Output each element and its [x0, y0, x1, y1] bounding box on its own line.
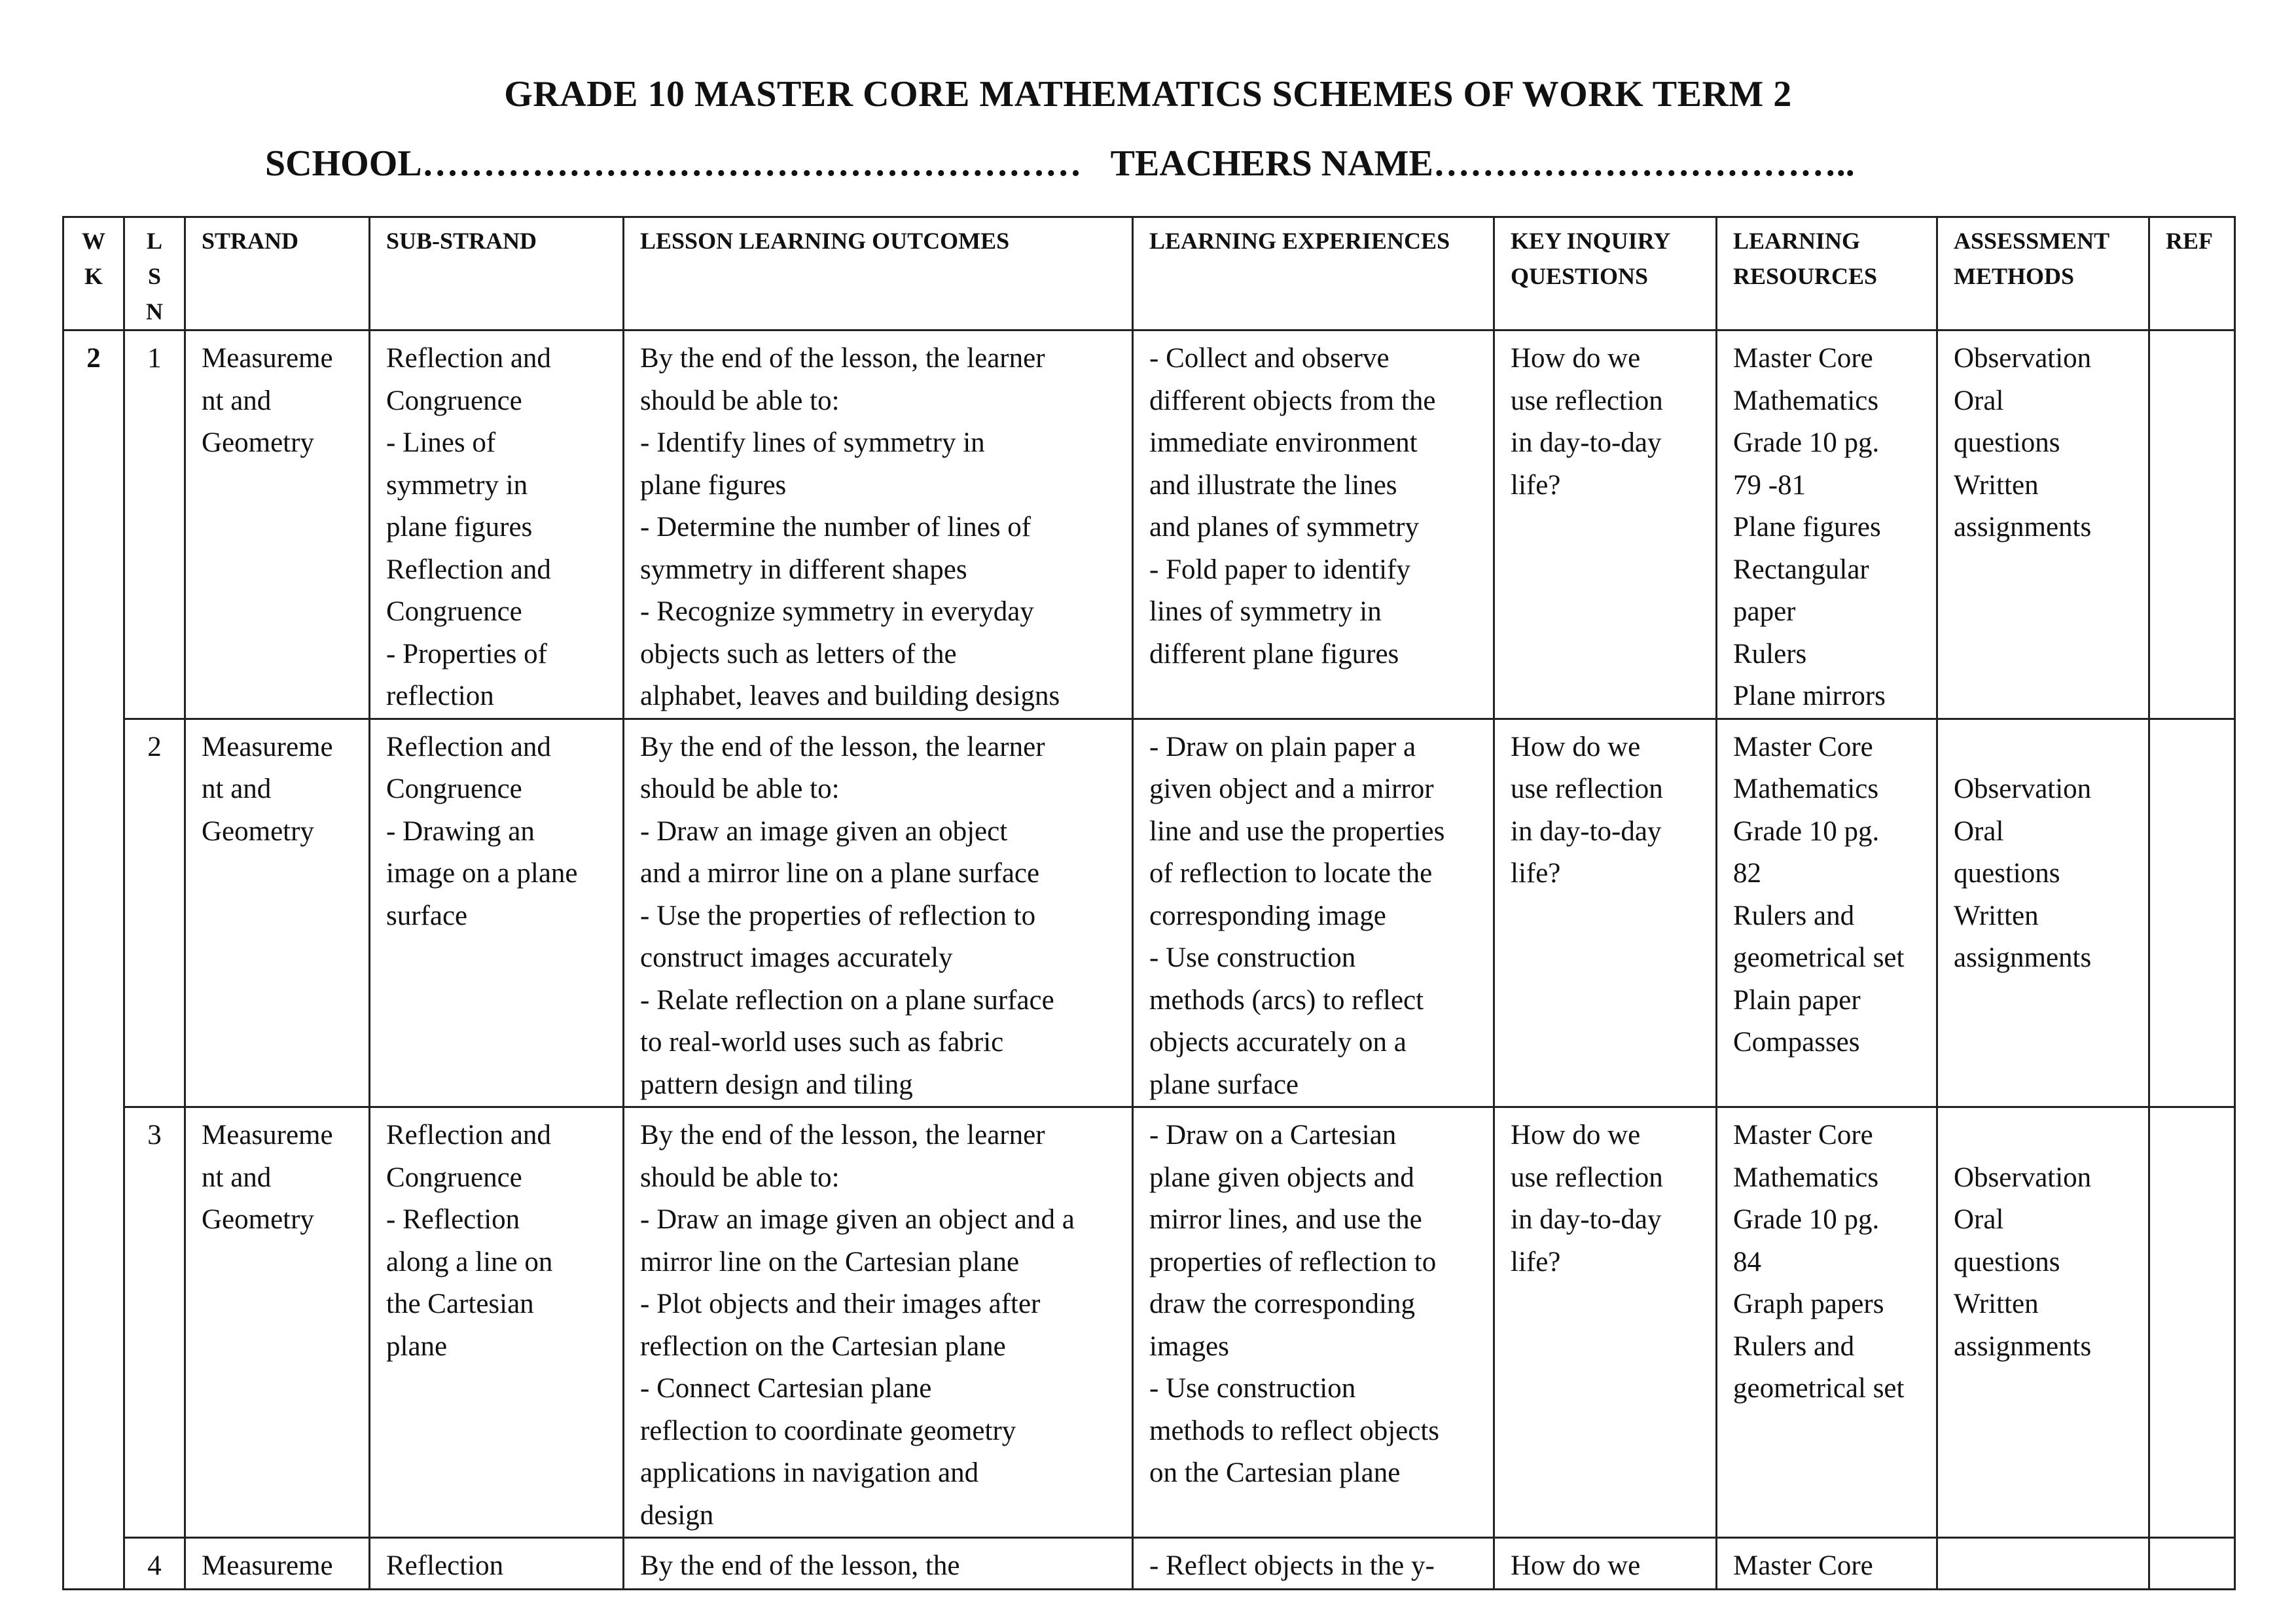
experiences-line: - Use construction: [1149, 1373, 1356, 1404]
sub-strand-cell: [370, 1107, 624, 1538]
schemes-table: [62, 216, 2236, 1590]
outcomes-line: symmetry in different shapes: [640, 554, 967, 585]
resources-cell: [1717, 330, 1937, 719]
inquiry-line: in day-to-day: [1511, 815, 1662, 847]
outcomes-cell: [624, 330, 1133, 719]
outcomes-line: pattern design and tiling: [640, 1069, 913, 1100]
outcomes-line: reflection to coordinate geometry: [640, 1415, 1016, 1446]
experiences-line: draw the corresponding: [1149, 1289, 1415, 1319]
header-line: [265, 143, 1855, 185]
experiences-line: - Collect and observe: [1149, 343, 1390, 374]
resources-line: 82: [1733, 858, 1761, 889]
assessment-line: assignments: [1954, 1330, 2092, 1362]
lesson-number-cell: 4: [124, 1538, 185, 1590]
strand-line: Measureme: [202, 343, 333, 374]
experiences-line: - Draw on a Cartesian: [1149, 1120, 1397, 1150]
resources-cell: [1717, 719, 1937, 1107]
sub-strand-line: Reflection and: [386, 343, 551, 374]
experiences-cell: [1133, 330, 1494, 719]
experiences-line: lines of symmetry in: [1149, 596, 1382, 627]
inquiry-cell: [1494, 1107, 1717, 1538]
experiences-line: line and use the properties: [1149, 815, 1445, 847]
outcomes-line: construct images accurately: [640, 942, 953, 973]
outcomes-line: By the end of the lesson, the learner: [640, 1120, 1045, 1150]
assessment-line: questions: [1954, 1246, 2060, 1277]
outcomes-line: applications in navigation and: [640, 1457, 979, 1488]
inquiry-cell: [1494, 1538, 1717, 1590]
resources-line: Rectangular: [1733, 554, 1869, 585]
inquiry-line: life?: [1511, 469, 1561, 501]
sub-strand-line: Reflection and: [386, 1120, 551, 1150]
outcomes-line: - Recognize symmetry in everyday: [640, 596, 1034, 627]
strand-cell: [185, 1107, 370, 1538]
outcomes-line: and a mirror line on a plane surface: [640, 858, 1040, 889]
outcomes-line: plane figures: [640, 469, 787, 501]
outcomes-line: to real-world uses such as fabric: [640, 1027, 1004, 1058]
resources-line: Rulers and: [1733, 900, 1855, 931]
strand-line: nt and: [202, 385, 272, 416]
resources-line: Master Core: [1733, 343, 1873, 374]
resources-line: 84: [1733, 1246, 1761, 1277]
outcomes-line: - Determine the number of lines of: [640, 512, 1031, 543]
table-row: [63, 719, 2235, 1107]
experiences-line: mirror lines, and use the: [1149, 1204, 1422, 1235]
header-assessment: ASSESSMENT METHODS: [1937, 217, 2149, 330]
sub-strand-line: Congruence: [386, 1162, 522, 1193]
experiences-line: properties of reflection to: [1149, 1246, 1437, 1277]
table-row: [63, 1107, 2235, 1538]
assessment-line: assignments: [1954, 942, 2092, 973]
assessment-line: questions: [1954, 858, 2060, 889]
strand-line: Geometry: [202, 815, 314, 847]
outcomes-line: should be able to:: [640, 774, 840, 804]
sub-strand-line: plane: [386, 1330, 448, 1362]
experiences-line: images: [1149, 1330, 1229, 1362]
resources-line: Master Core: [1733, 731, 1873, 762]
outcomes-cell: [624, 1107, 1133, 1538]
sub-strand-line: Reflection and: [386, 731, 551, 762]
assessment-cell: [1937, 1107, 2149, 1538]
outcomes-line: By the end of the lesson, the learner: [640, 343, 1045, 374]
inquiry-line: in day-to-day: [1511, 427, 1662, 458]
lesson-number-cell: 2: [124, 719, 185, 1107]
header-inquiry: KEY INQUIRY QUESTIONS: [1494, 217, 1717, 330]
inquiry-line: use reflection: [1511, 774, 1663, 804]
inquiry-line: in day-to-day: [1511, 1204, 1662, 1235]
inquiry-cell: [1494, 330, 1717, 719]
experiences-line: - Draw on plain paper a: [1149, 731, 1416, 762]
resources-line: Plane mirrors: [1733, 681, 1886, 711]
table-header-row: [63, 217, 2235, 330]
sub-strand-line: Congruence: [386, 385, 522, 416]
experiences-line: of reflection to locate the: [1149, 858, 1433, 889]
inquiry-line: How do we: [1511, 731, 1641, 762]
experiences-line: - Fold paper to identify: [1149, 554, 1410, 585]
experiences-cell: [1133, 1538, 1494, 1590]
strand-cell: [185, 330, 370, 719]
outcomes-line: reflection on the Cartesian plane: [640, 1330, 1006, 1362]
experiences-line: - Reflect objects in the y-: [1149, 1550, 1435, 1581]
experiences-cell: [1133, 719, 1494, 1107]
sub-strand-line: - Reflection: [386, 1204, 520, 1235]
outcomes-line: mirror line on the Cartesian plane: [640, 1246, 1020, 1277]
resources-line: Compasses: [1733, 1027, 1860, 1058]
sub-strand-cell: [370, 330, 624, 719]
resources-line: Grade 10 pg.: [1733, 815, 1880, 847]
resources-line: Rulers and: [1733, 1330, 1855, 1362]
inquiry-line: How do we: [1511, 343, 1641, 374]
experiences-cell: [1133, 1107, 1494, 1538]
experiences-line: objects accurately on a: [1149, 1027, 1407, 1058]
outcomes-line: - Identify lines of symmetry in: [640, 427, 985, 458]
assessment-line: assignments: [1954, 512, 2092, 543]
sub-strand-line: the Cartesian: [386, 1289, 534, 1319]
sub-strand-line: Reflection: [386, 1550, 504, 1581]
assessment-line: Written: [1954, 469, 2039, 501]
experiences-line: and planes of symmetry: [1149, 512, 1419, 543]
assessment-line: Written: [1954, 1289, 2039, 1319]
inquiry-line: How do we: [1511, 1120, 1641, 1150]
resources-line: Mathematics: [1733, 385, 1879, 416]
sub-strand-line: symmetry in: [386, 469, 528, 501]
resources-line: Mathematics: [1733, 774, 1879, 804]
inquiry-line: How do we: [1511, 1550, 1641, 1581]
sub-strand-line: Congruence: [386, 596, 522, 627]
assessment-line: Oral: [1954, 815, 2004, 847]
experiences-line: different plane figures: [1149, 638, 1399, 669]
resources-cell: [1717, 1107, 1937, 1538]
inquiry-line: life?: [1511, 858, 1561, 889]
sub-strand-line: - Lines of: [386, 427, 496, 458]
experiences-line: plane given objects and: [1149, 1162, 1414, 1193]
resources-line: geometrical set: [1733, 1373, 1905, 1404]
experiences-line: immediate environment: [1149, 427, 1418, 458]
resources-line: Master Core: [1733, 1120, 1873, 1150]
inquiry-cell: [1494, 719, 1717, 1107]
assessment-line: Observation: [1954, 774, 2092, 804]
sub-strand-line: plane figures: [386, 512, 533, 543]
sub-strand-line: image on a plane: [386, 858, 578, 889]
resources-line: Mathematics: [1733, 1162, 1879, 1193]
table-row: [63, 1538, 2235, 1590]
resources-line: geometrical set: [1733, 942, 1905, 973]
header-strand: STRAND: [185, 217, 370, 330]
resources-line: Graph papers: [1733, 1289, 1884, 1319]
resources-line: paper: [1733, 596, 1796, 627]
ref-cell: [2149, 719, 2235, 1107]
outcomes-line: - Plot objects and their images after: [640, 1289, 1041, 1319]
lesson-number-cell: 3: [124, 1107, 185, 1538]
header-resources: LEARNING RESOURCES: [1717, 217, 1937, 330]
sub-strand-cell: [370, 719, 624, 1107]
sub-strand-line: Reflection and: [386, 554, 551, 585]
experiences-line: methods to reflect objects: [1149, 1415, 1439, 1446]
resources-line: 79 -81: [1733, 469, 1806, 501]
strand-cell: [185, 719, 370, 1107]
resources-line: Grade 10 pg.: [1733, 1204, 1880, 1235]
experiences-line: different objects from the: [1149, 385, 1436, 416]
outcomes-line: By the end of the lesson, the learner: [640, 731, 1045, 762]
sub-strand-line: surface: [386, 900, 468, 931]
strand-line: nt and: [202, 774, 272, 804]
week-cell: 2: [63, 330, 124, 1590]
resources-cell: [1717, 1538, 1937, 1590]
outcomes-line: alphabet, leaves and building designs: [640, 681, 1060, 711]
resources-line: Plain paper: [1733, 984, 1861, 1016]
header-outcomes: LESSON LEARNING OUTCOMES: [624, 217, 1133, 330]
assessment-cell: [1937, 1538, 2149, 1590]
experiences-line: corresponding image: [1149, 900, 1386, 931]
assessment-line: questions: [1954, 427, 2060, 458]
strand-line: Measureme: [202, 1550, 333, 1581]
ref-cell: [2149, 1107, 2235, 1538]
sub-strand-cell: [370, 1538, 624, 1590]
sub-strand-line: reflection: [386, 681, 494, 711]
resources-line: Master Core: [1733, 1550, 1873, 1581]
assessment-line: Oral: [1954, 385, 2004, 416]
strand-line: Geometry: [202, 1204, 314, 1235]
resources-line: Plane figures: [1733, 512, 1881, 543]
resources-line: Rulers: [1733, 638, 1807, 669]
ref-cell: [2149, 1538, 2235, 1590]
header-ref: REF: [2149, 217, 2235, 330]
sub-strand-line: - Properties of: [386, 638, 547, 669]
header-experiences: LEARNING EXPERIENCES: [1133, 217, 1494, 330]
strand-line: nt and: [202, 1162, 272, 1193]
lesson-number-cell: 1: [124, 330, 185, 719]
sub-strand-line: along a line on: [386, 1246, 553, 1277]
experiences-line: plane surface: [1149, 1069, 1299, 1100]
outcomes-line: - Draw an image given an object and a: [640, 1204, 1075, 1235]
outcomes-line: By the end of the lesson, the: [640, 1550, 960, 1581]
header-lsn: L S N: [124, 217, 185, 330]
school-field: SCHOOL………………………………………………: [265, 143, 1082, 184]
table-row: [63, 330, 2235, 719]
assessment-line: Written: [1954, 900, 2039, 931]
page-title: GRADE 10 MASTER CORE MATHEMATICS SCHEMES OF WORK TERM 2: [504, 74, 1792, 115]
experiences-line: given object and a mirror: [1149, 774, 1434, 804]
outcomes-line: - Draw an image given an object: [640, 815, 1008, 847]
sub-strand-line: - Drawing an: [386, 815, 535, 847]
header-sub-strand: SUB-STRAND: [370, 217, 624, 330]
outcomes-line: objects such as letters of the: [640, 638, 957, 669]
strand-cell: [185, 1538, 370, 1590]
outcomes-line: - Relate reflection on a plane surface: [640, 984, 1054, 1016]
outcomes-line: design: [640, 1499, 714, 1531]
resources-line: Grade 10 pg.: [1733, 427, 1880, 458]
assessment-line: Observation: [1954, 1162, 2092, 1193]
experiences-line: methods (arcs) to reflect: [1149, 984, 1424, 1016]
outcomes-line: should be able to:: [640, 385, 840, 416]
experiences-line: - Use construction: [1149, 942, 1356, 973]
header-wk: W K: [63, 217, 124, 330]
experiences-line: on the Cartesian plane: [1149, 1457, 1401, 1488]
strand-line: Measureme: [202, 1120, 333, 1150]
sub-strand-line: Congruence: [386, 774, 522, 804]
teacher-name-field: TEACHERS NAME……………………………..: [1110, 143, 1855, 184]
assessment-cell: [1937, 719, 2149, 1107]
outcomes-line: should be able to:: [640, 1162, 840, 1193]
experiences-line: and illustrate the lines: [1149, 469, 1397, 501]
assessment-line: Observation: [1954, 343, 2092, 374]
outcomes-cell: [624, 719, 1133, 1107]
outcomes-line: - Use the properties of reflection to: [640, 900, 1036, 931]
inquiry-line: use reflection: [1511, 1162, 1663, 1193]
assessment-cell: [1937, 330, 2149, 719]
assessment-line: Oral: [1954, 1204, 2004, 1235]
outcomes-line: - Connect Cartesian plane: [640, 1373, 932, 1404]
outcomes-cell: [624, 1538, 1133, 1590]
ref-cell: [2149, 330, 2235, 719]
strand-line: Geometry: [202, 427, 314, 458]
inquiry-line: life?: [1511, 1246, 1561, 1277]
inquiry-line: use reflection: [1511, 385, 1663, 416]
strand-line: Measureme: [202, 731, 333, 762]
